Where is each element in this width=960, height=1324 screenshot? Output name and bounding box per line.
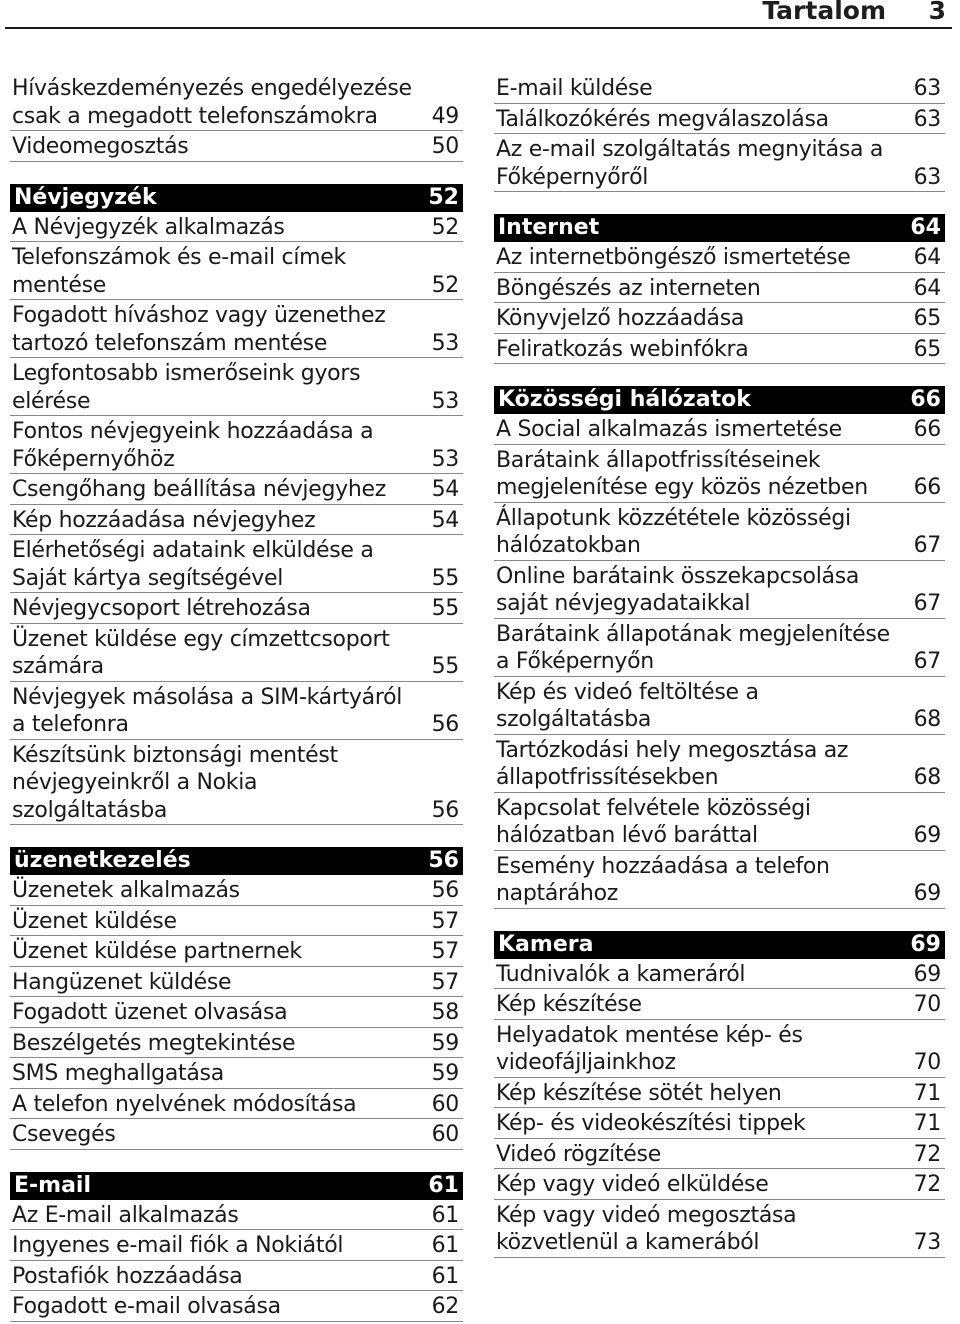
- toc-entry[interactable]: [10, 537, 463, 593]
- toc-entry-page: 62: [431, 1294, 459, 1319]
- toc-entry-title: Csevegés: [12, 1122, 116, 1147]
- toc-entry-page: 63: [913, 76, 941, 101]
- toc-entry-title: Barátaink állapotfrissítéseinek megjelenítése egy közös nézetben: [496, 447, 868, 500]
- toc-entry-title: Fontos névjegyeink hozzáadása a Főképernyőhöz: [12, 419, 374, 472]
- toc-entry-page: 68: [913, 707, 941, 732]
- toc-entry-title: Könyvjelző hozzáadása: [496, 306, 745, 331]
- toc-entry[interactable]: [10, 626, 463, 682]
- toc-entry-page: 69: [913, 961, 941, 987]
- toc-entry-page: 49: [431, 103, 459, 129]
- toc-entry[interactable]: [494, 136, 945, 192]
- toc-entry-title: Böngészés az interneten: [496, 275, 761, 301]
- toc-entry-title: Kép- és videokészítési tippek: [496, 1111, 806, 1136]
- toc-entry-page: 64: [913, 245, 941, 270]
- toc-entry[interactable]: [10, 908, 463, 937]
- toc-entry[interactable]: [494, 106, 945, 135]
- toc-entry-page: 57: [431, 939, 459, 964]
- toc-entry[interactable]: [494, 795, 945, 851]
- toc-entry[interactable]: [10, 1232, 463, 1261]
- toc-entry-page: 63: [913, 106, 941, 132]
- toc-entry-title: Az internetböngésző ismertetése: [496, 245, 851, 270]
- toc-entry[interactable]: [10, 214, 463, 243]
- toc-section-heading[interactable]: [494, 214, 945, 242]
- toc-entry-page: 54: [431, 507, 459, 533]
- toc-entry-page: 71: [913, 1111, 941, 1136]
- toc-entry-page: 61: [428, 1172, 459, 1198]
- toc-section-heading[interactable]: [10, 184, 463, 212]
- toc-entry[interactable]: [10, 1060, 463, 1089]
- toc-entry[interactable]: [494, 336, 945, 365]
- toc-entry[interactable]: [10, 507, 463, 536]
- toc-section-heading[interactable]: [10, 1172, 463, 1200]
- toc-entry[interactable]: [494, 1202, 945, 1258]
- toc-entry-title: Közösségi hálózatok: [498, 387, 751, 412]
- toc-entry-page: 63: [913, 164, 941, 190]
- toc-entry-page: 67: [913, 649, 941, 674]
- toc-entry-page: 56: [431, 797, 459, 823]
- toc-entry[interactable]: [494, 1110, 945, 1139]
- toc-entry[interactable]: [10, 1263, 463, 1292]
- header-page-number: 3: [928, 0, 946, 25]
- toc-entry[interactable]: [10, 1293, 463, 1322]
- toc-entry[interactable]: [494, 563, 945, 619]
- toc-entry-title: A Névjegyzék alkalmazás: [12, 214, 285, 240]
- toc-entry-title: Kép és videó feltöltése a szolgáltatásba: [496, 679, 759, 732]
- toc-entry-title: Az e-mail szolgáltatás megnyitása a Főképernyőről: [496, 137, 884, 190]
- toc-entry[interactable]: [10, 999, 463, 1028]
- toc-entry-title: Kép hozzáadása névjegyhez: [12, 507, 316, 533]
- toc-entry-title: Internet: [498, 215, 600, 240]
- toc-entry-title: Fogadott üzenet olvasása: [12, 1000, 288, 1025]
- toc-entry-title: Esemény hozzáadása a telefon naptárához: [496, 853, 830, 906]
- toc-entry[interactable]: [10, 302, 463, 358]
- toc-entry[interactable]: [494, 305, 945, 334]
- toc-entry-page: 57: [431, 908, 459, 934]
- toc-entry-title: Készítsünk biztonsági mentést névjegyeinkről a Nokia szolgáltatásba: [12, 742, 338, 823]
- toc-entry-title: Az E-mail alkalmazás: [12, 1202, 239, 1228]
- toc-entry-title: Videomegosztás: [12, 134, 189, 159]
- toc-entry-page: 66: [910, 387, 941, 412]
- toc-entry-title: Névjegyek másolása a SIM-kártyáról a telefonra: [12, 684, 403, 737]
- toc-entry-title: Kapcsolat felvétele közösségi hálózatban lévő baráttal: [496, 795, 811, 848]
- toc-entry-page: 70: [913, 1050, 941, 1075]
- toc-entry-title: Tartózkodási hely megosztása az állapotfrissítésekben: [496, 737, 849, 790]
- toc-entry-page: 53: [431, 446, 459, 472]
- toc-entry[interactable]: [494, 853, 945, 909]
- toc-entry[interactable]: [494, 1022, 945, 1078]
- toc-entry-page: 61: [431, 1233, 459, 1258]
- toc-entry[interactable]: [494, 416, 945, 445]
- toc-entry[interactable]: [10, 1121, 463, 1150]
- toc-entry-page: 60: [431, 1091, 459, 1117]
- toc-entry-page: 52: [428, 184, 459, 210]
- toc-entry-title: Névjegyzék: [14, 184, 157, 210]
- toc-entry-title: Tudnivalók a kameráról: [496, 961, 746, 987]
- toc-entry[interactable]: [494, 737, 945, 793]
- toc-entry-title: Fogadott e-mail olvasása: [12, 1294, 281, 1319]
- toc-entry[interactable]: [494, 275, 945, 304]
- toc-entry[interactable]: [494, 679, 945, 735]
- toc-entry[interactable]: [10, 476, 463, 505]
- toc-entry-page: 69: [910, 931, 941, 957]
- toc-entry-page: 55: [431, 565, 459, 591]
- toc-entry-page: 66: [913, 417, 941, 442]
- toc-entry-title: Videó rögzítése: [496, 1141, 661, 1167]
- toc-entry-title: Csengőhang beállítása névjegyhez: [12, 477, 386, 502]
- toc-entry-title: Üzenetek alkalmazás: [12, 878, 240, 903]
- toc-entry[interactable]: [10, 595, 463, 624]
- toc-entry[interactable]: [494, 75, 945, 104]
- toc-entry-page: 69: [913, 823, 941, 848]
- toc-entry-title: Híváskezdeményezés engedélyezése csak a megadott telefonszámokra: [12, 76, 412, 129]
- toc-entry[interactable]: [10, 418, 463, 474]
- toc-entry[interactable]: [494, 447, 945, 503]
- toc-entry-page: 58: [431, 1000, 459, 1025]
- toc-entry[interactable]: [494, 244, 945, 273]
- toc-entry-title: Kép készítése: [496, 992, 642, 1017]
- toc-entry-title: Beszélgetés megtekintése: [12, 1030, 296, 1056]
- toc-entry-page: 57: [431, 969, 459, 995]
- toc-entry-title: Találkozókérés megválaszolása: [496, 106, 829, 132]
- toc-entry[interactable]: [494, 1141, 945, 1170]
- toc-entry-page: 56: [428, 848, 459, 873]
- toc-entry-page: 69: [913, 881, 941, 906]
- toc-entry-title: Kép vagy videó elküldése: [496, 1172, 769, 1197]
- toc-column-left: [10, 75, 463, 1324]
- header-rule: [5, 27, 952, 29]
- toc-entry-page: 59: [431, 1061, 459, 1086]
- toc-entry[interactable]: [10, 969, 463, 998]
- toc-entry-page: 65: [913, 306, 941, 331]
- toc-entry-title: Elérhetőségi adataink elküldése a Saját kártya segítségével: [12, 538, 374, 591]
- toc-entry[interactable]: [10, 1030, 463, 1059]
- toc-entry-page: 60: [431, 1122, 459, 1147]
- toc-entry-page: 67: [913, 591, 941, 616]
- toc-entry-title: Üzenet küldése partnernek: [12, 939, 302, 964]
- toc-entry[interactable]: [494, 621, 945, 677]
- toc-entry-title: Helyadatok mentése kép- és videofájljainkhoz: [496, 1022, 803, 1075]
- toc-entry-title: Telefonszámok és e-mail címek mentése: [12, 245, 346, 298]
- toc-entry[interactable]: [494, 505, 945, 561]
- toc-entry-title: Postafiók hozzáadása: [12, 1263, 243, 1289]
- toc-entry[interactable]: [494, 1171, 945, 1200]
- toc-entry-title: üzenetkezelés: [14, 848, 191, 873]
- toc-entry-page: 65: [913, 336, 941, 362]
- toc-entry-title: Kép készítése sötét helyen: [496, 1080, 782, 1106]
- toc-entry[interactable]: [10, 133, 463, 162]
- toc-entry-title: A Social alkalmazás ismertetése: [496, 417, 842, 442]
- toc-entry[interactable]: [494, 991, 945, 1020]
- toc-entry[interactable]: [10, 244, 463, 300]
- page-header: [0, 0, 960, 28]
- toc-entry-title: Állapotunk közzététele közösségi hálózatokban: [496, 505, 851, 558]
- toc-entry-page: 70: [913, 992, 941, 1017]
- toc-entry-page: 56: [431, 878, 459, 903]
- toc-entry-title: Üzenet küldése egy címzettcsoport számára: [12, 626, 390, 679]
- toc-entry-page: 52: [431, 214, 459, 240]
- toc-entry-page: 73: [913, 1230, 941, 1255]
- toc-entry-page: 54: [431, 477, 459, 502]
- toc-entry-page: 64: [910, 215, 941, 240]
- toc-entry-page: 55: [431, 596, 459, 621]
- toc-entry[interactable]: [10, 684, 463, 740]
- toc-entry-title: Kép vagy videó megosztása közvetlenül a kamerából: [496, 1202, 797, 1255]
- toc-entry-page: 61: [431, 1202, 459, 1228]
- toc-section-heading[interactable]: [494, 931, 945, 959]
- toc-entry-page: 72: [913, 1172, 941, 1197]
- toc-entry-title: Barátaink állapotának megjelenítése a Főképernyőn: [496, 621, 890, 674]
- toc-entry-title: A telefon nyelvének módosítása: [12, 1091, 357, 1117]
- toc-entry-page: 72: [913, 1141, 941, 1167]
- toc-entry-title: Online barátaink összekapcsolása saját névjegyadataikkal: [496, 563, 860, 616]
- toc-entry-page: 68: [913, 765, 941, 790]
- toc-entry[interactable]: [10, 1091, 463, 1120]
- toc-entry[interactable]: [494, 961, 945, 990]
- toc-entry-page: 61: [431, 1263, 459, 1289]
- toc-entry[interactable]: [10, 1202, 463, 1231]
- toc-entry-page: 53: [431, 388, 459, 414]
- toc-entry-title: E-mail küldése: [496, 76, 653, 101]
- toc-entry-page: 56: [431, 712, 459, 737]
- toc-entry-title: Legfontosabb ismerőseink gyors elérése: [12, 361, 361, 414]
- toc-entry-title: Feliratkozás webinfókra: [496, 336, 749, 362]
- header-title: Tartalom: [762, 0, 886, 25]
- toc-column-right: [494, 75, 945, 1260]
- toc-entry-page: 67: [913, 533, 941, 558]
- toc-entry-page: 59: [431, 1030, 459, 1056]
- toc-entry-page: 55: [431, 654, 459, 679]
- toc-entry-page: 71: [913, 1080, 941, 1106]
- toc-section-heading[interactable]: [10, 847, 463, 875]
- toc-entry-title: Kamera: [498, 931, 594, 957]
- toc-entry-page: 64: [913, 275, 941, 301]
- toc-section-heading[interactable]: [494, 386, 945, 414]
- toc-entry[interactable]: [10, 877, 463, 906]
- toc-entry-title: E-mail: [14, 1172, 92, 1198]
- toc-entry[interactable]: [494, 1080, 945, 1109]
- toc-entry-title: Hangüzenet küldése: [12, 969, 232, 995]
- toc-entry-page: 50: [431, 134, 459, 159]
- toc-entry[interactable]: [10, 742, 463, 826]
- toc-entry-page: 66: [913, 475, 941, 500]
- toc-entry-title: Fogadott híváshoz vagy üzenethez tartozó telefonszám mentése: [12, 303, 386, 356]
- toc-entry-title: Névjegycsoport létrehozása: [12, 596, 311, 621]
- toc-entry-title: SMS meghallgatása: [12, 1061, 224, 1086]
- toc-entry-title: Üzenet küldése: [12, 908, 177, 934]
- toc-entry-page: 53: [431, 330, 459, 356]
- toc-entry-page: 52: [431, 272, 459, 298]
- toc-entry[interactable]: [10, 938, 463, 967]
- toc-entry[interactable]: [10, 75, 463, 131]
- toc-entry-title: Ingyenes e-mail fiók a Nokiától: [12, 1233, 344, 1258]
- toc-entry[interactable]: [10, 360, 463, 416]
